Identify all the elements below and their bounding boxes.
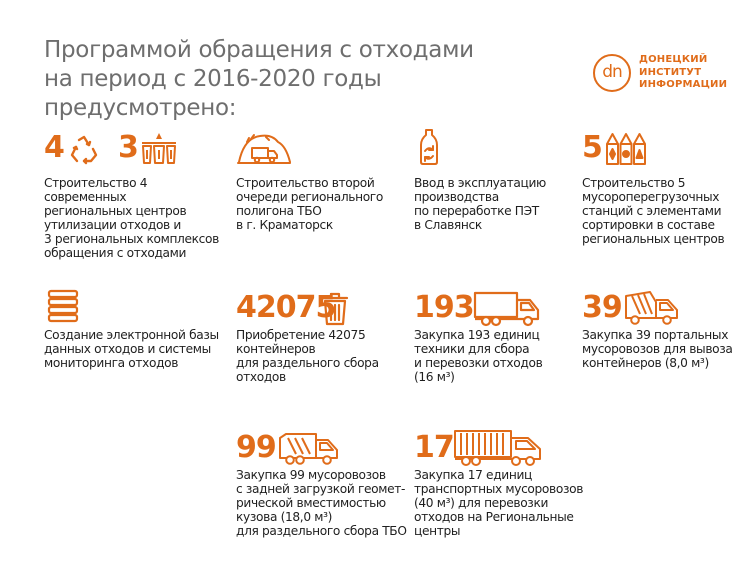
logo <box>593 52 733 96</box>
item-transport-trucks <box>414 428 589 558</box>
number-42075: 42075 <box>236 290 336 325</box>
number-193: 193 <box>414 290 474 325</box>
item-text: Закупка 193 единиц техники для сбора и перевозки отходов (16 м³) <box>414 328 543 384</box>
portal-garbage-truck-icon <box>622 288 682 328</box>
logo-name: ДОНЕЦКИЙ ИНСТИТУТ ИНФОРМАЦИИ <box>639 54 728 90</box>
pet-bottle-recycle-icon <box>414 128 444 166</box>
waste-sorting-bins-icon <box>140 130 178 166</box>
item-database <box>44 288 224 388</box>
number-4: 4 <box>44 130 64 165</box>
transport-garbage-truck-icon <box>452 428 548 468</box>
trash-can-icon <box>320 290 350 326</box>
rear-load-garbage-truck-icon <box>276 428 342 468</box>
item-text: Строительство второй очереди регионального полигона ТБО в г. Краматорск <box>236 176 383 232</box>
item-text: Строительство 4 современных региональных центров утилизации отходов и 3 региональных комплексов обращения с отходами <box>44 176 219 260</box>
item-text: Ввод в эксплуатацию производства по переработке ПЭТ в Славянск <box>414 176 546 232</box>
number-99: 99 <box>236 430 276 465</box>
item-portal-trucks <box>582 288 752 398</box>
item-regional-centers <box>44 128 224 260</box>
number-17: 17 <box>414 430 454 465</box>
logo-mark: dn <box>593 54 631 92</box>
transfer-station-icon <box>604 130 648 166</box>
landfill-truck-icon <box>236 128 292 166</box>
number-39: 39 <box>582 290 622 325</box>
database-icon <box>46 288 80 324</box>
number-3: 3 <box>118 130 138 165</box>
item-pet-slavyansk <box>414 128 574 248</box>
recycle-icon <box>68 134 100 166</box>
item-text: Закупка 99 мусоровозов с задней загрузкой геомет- рической вместимостью кузова (18,0 м³) для раздельного сбора ТБО <box>236 468 407 538</box>
item-transfer-stations <box>582 128 747 248</box>
item-text: Создание электронной базы данных отходов и системы мониторинга отходов <box>44 328 219 370</box>
item-landfill-kramatorsk <box>236 128 401 248</box>
item-text: Закупка 39 портальных мусоровозов для вывоза контейнеров (8,0 м³) <box>582 328 733 370</box>
item-text: Приобретение 42075 контейнеров для раздельного сбора отходов <box>236 328 379 384</box>
item-collection-vehicles <box>414 288 579 398</box>
item-text: Закупка 17 единиц транспортных мусоровозов (40 м³) для перевозки отходов на Региональные центры <box>414 468 584 538</box>
item-containers <box>236 288 401 388</box>
item-rear-load-trucks <box>236 428 411 558</box>
page-title: Программой обращения с отходами на период с 2016-2020 годы предусмотрено: <box>44 37 474 121</box>
dump-truck-icon <box>472 288 542 328</box>
number-5: 5 <box>582 130 602 165</box>
item-text: Строительство 5 мусороперегрузочных станций с элементами сортировки в составе региональных центров <box>582 176 725 246</box>
